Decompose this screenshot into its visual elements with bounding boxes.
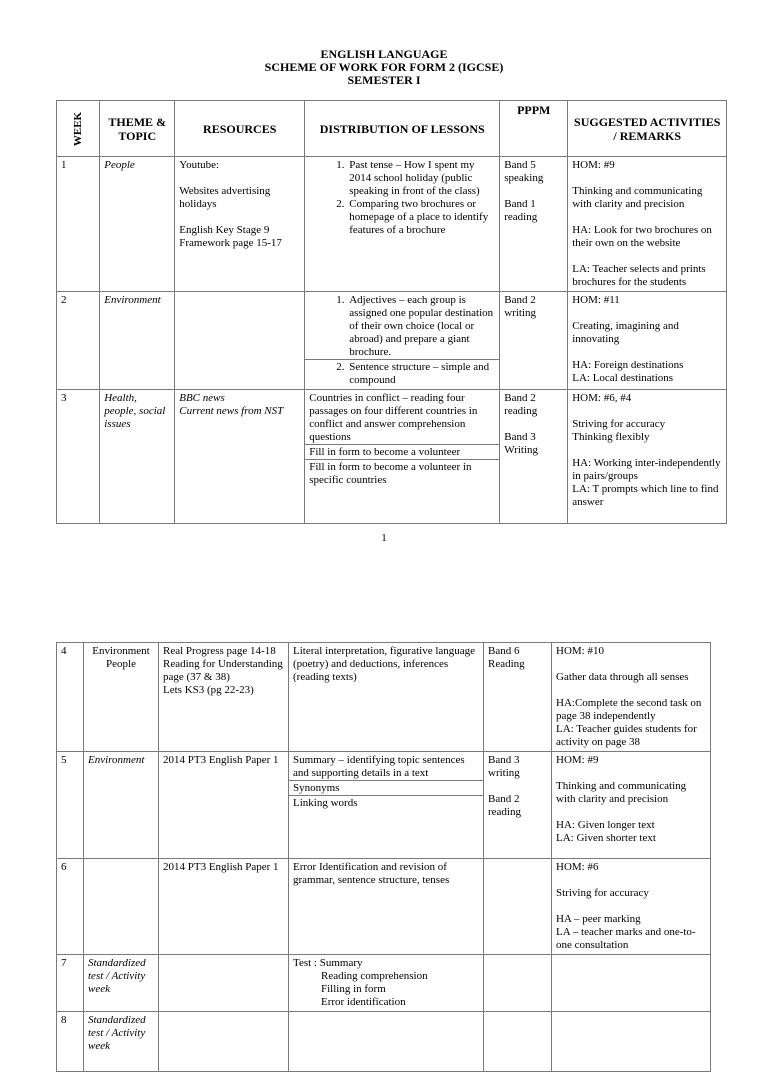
lessons-cell: [289, 1012, 484, 1072]
pppm-cell: Band 3 writing Band 2 reading: [484, 752, 552, 859]
theme-cell: Environment: [100, 292, 175, 390]
week-cell: 7: [57, 955, 84, 1012]
resources-cell: BBC news Current news from NST: [175, 390, 305, 524]
pppm-cell: Band 2 writing: [500, 292, 568, 390]
resources-cell: 2014 PT3 English Paper 1: [159, 859, 289, 955]
scheme-table-page-1: [56, 100, 727, 524]
resources-cell: Real Progress page 14-18 Reading for Understanding page (37 & 38) Lets KS3 (pg 22-23): [159, 643, 289, 752]
table-row: [57, 643, 711, 752]
lessons-cell: Countries in conflict – reading four passages on four different countries in conflict and answer comprehension questions Fill in form to become a volunteer Fill in form to become a volunteer in specific countries: [305, 390, 500, 524]
pppm-cell: Band 5 speaking Band 1 reading: [500, 157, 568, 292]
activities-cell: HOM: #6, #4 Striving for accuracy Thinking flexibly HA: Working inter-independently in pairs/groups LA: T prompts which line to find answer: [568, 390, 727, 524]
table-row: [57, 955, 711, 1012]
table-row: [57, 859, 711, 955]
column-header-resources: RESOURCES: [175, 101, 305, 157]
theme-cell: Environment People: [84, 643, 159, 752]
activities-cell: HOM: #6 Striving for accuracy HA – peer marking LA – teacher marks and one-to-one consultation: [552, 859, 711, 955]
theme-cell: Environment: [84, 752, 159, 859]
theme-cell: Standardized test / Activity week: [84, 1012, 159, 1072]
column-header-pppm: PPPM: [500, 101, 568, 157]
lessons-cell: Literal interpretation, figurative language (poetry) and deductions, inferences (reading texts): [289, 643, 484, 752]
pppm-cell: [484, 1012, 552, 1072]
week-cell: 2: [57, 292, 100, 390]
page-number: 1: [381, 532, 387, 544]
lessons-cell: 1. Past tense – How I spent my 2014 school holiday (public speaking in front of the class) 2. Comparing two brochures or homepage of a place to identify features of a brochure: [305, 157, 500, 292]
pppm-cell: [484, 859, 552, 955]
pppm-cell: Band 6 Reading: [484, 643, 552, 752]
theme-cell: Standardized test / Activity week: [84, 955, 159, 1012]
week-cell: 8: [57, 1012, 84, 1072]
activities-cell: HOM: #9 Thinking and communicating with clarity and precision HA: Given longer text LA: Given shorter text: [552, 752, 711, 859]
week-cell: 1: [57, 157, 100, 292]
pppm-cell: [484, 955, 552, 1012]
column-header-theme: THEME & TOPIC: [100, 101, 175, 157]
activities-cell: HOM: #9 Thinking and communicating with clarity and precision HA: Look for two brochures on their own on the website LA: Teacher selects and prints brochures for the students: [568, 157, 727, 292]
table-header-row: [57, 101, 727, 157]
activities-cell: [552, 1012, 711, 1072]
document-subtitle: SCHEME OF WORK FOR FORM 2 (IGCSE): [264, 60, 504, 74]
activities-cell: HOM: #11 Creating, imagining and innovating HA: Foreign destinations LA: Local destinations: [568, 292, 727, 390]
table-row: [57, 292, 727, 390]
table-row: [57, 157, 727, 292]
week-cell: 5: [57, 752, 84, 859]
theme-cell: [84, 859, 159, 955]
pppm-cell: Band 2 reading Band 3 Writing: [500, 390, 568, 524]
scheme-table-page-2: [56, 642, 711, 1072]
column-header-distribution: DISTRIBUTION OF LESSONS: [305, 101, 500, 157]
document-page-2: [0, 632, 768, 1052]
document-title: ENGLISH LANGUAGE: [320, 47, 448, 61]
activities-cell: HOM: #10 Gather data through all senses HA:Complete the second task on page 38 independently LA: Teacher guides students for activity on page 38: [552, 643, 711, 752]
week-cell: 6: [57, 859, 84, 955]
theme-cell: People: [100, 157, 175, 292]
column-header-week: WEEK: [57, 101, 100, 157]
table-row: [57, 752, 711, 859]
activities-cell: [552, 955, 711, 1012]
resources-cell: [175, 292, 305, 390]
semester-label: SEMESTER I: [347, 73, 421, 87]
column-header-activities: SUGGESTED ACTIVITIES / REMARKS: [568, 101, 727, 157]
resources-cell: [159, 955, 289, 1012]
week-cell: 3: [57, 390, 100, 524]
table-row: [57, 390, 727, 524]
table-row: [57, 1012, 711, 1072]
lessons-cell: Error Identification and revision of grammar, sentence structure, tenses: [289, 859, 484, 955]
theme-cell: Health, people, social issues: [100, 390, 175, 524]
lessons-cell: Test : Summary Reading comprehension Filling in form Error identification: [289, 955, 484, 1012]
lessons-cell: 1. Adjectives – each group is assigned one popular destination of their own choice (local or abroad) and prepare a giant brochure. 2. Sentence structure – simple and compound: [305, 292, 500, 390]
resources-cell: [159, 1012, 289, 1072]
lessons-cell: Summary – identifying topic sentences and supporting details in a text Synonyms Linking words: [289, 752, 484, 859]
week-cell: 4: [57, 643, 84, 752]
resources-cell: Youtube: Websites advertising holidays English Key Stage 9 Framework page 15-17: [175, 157, 305, 292]
resources-cell: 2014 PT3 English Paper 1: [159, 752, 289, 859]
page-gap: [0, 584, 768, 632]
